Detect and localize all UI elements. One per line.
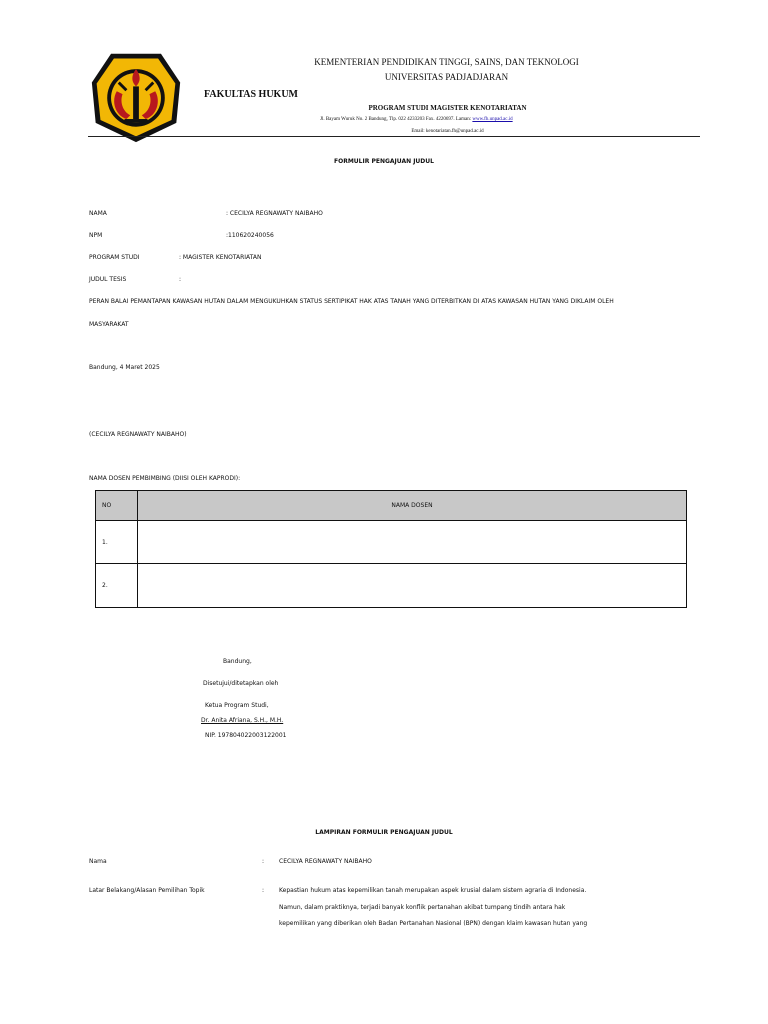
form-title: FORMULIR PENGAJUAN JUDUL (334, 158, 434, 165)
attachment-background-colon: : (262, 887, 265, 894)
program-name: PROGRAM STUDI MAGISTER KENOTARIATAN (368, 104, 527, 112)
field-value-nama: : CECILYA REGNAWATY NAIBAHO (226, 210, 323, 217)
table-header-no: NO (96, 491, 138, 521)
table-header-row (96, 491, 687, 521)
field-label-judul: JUDUL TESIS (89, 276, 127, 283)
ministry-name: KEMENTERIAN PENDIDIKAN TINGGI, SAINS, DAN TEKNOLOGI (314, 57, 579, 67)
address-text: Jl. Bayam Wuruk No. 2 Bandung, Tlp. 022 4233203 Fax. 4220697. Laman: (320, 117, 472, 122)
attachment-name-label: Nama (89, 858, 107, 865)
table-header-nama-dosen: NAMA DOSEN (138, 491, 687, 521)
field-label-nama: NAMA (89, 210, 107, 217)
table-row (96, 521, 687, 564)
field-value-judul: : (179, 276, 182, 283)
approval-nip: NIP. 197804022003122001 (205, 732, 287, 739)
attachment-background-line-1: Kepastian hukum atas kepemilikan tanah merupakan aspek krusial dalam sistem agraria di Indonesia. (279, 887, 587, 894)
faculty-name: FAKULTAS HUKUM (204, 89, 298, 100)
attachment-title: LAMPIRAN FORMULIR PENGAJUAN JUDUL (315, 829, 453, 836)
advisor-label: NAMA DOSEN PEMBIMBING (DIISI OLEH KAPRODI): (89, 475, 241, 482)
attachment-name-value: CECILYA REGNAWATY NAIBAHO (279, 858, 372, 865)
university-name: UNIVERSITAS PADJADJARAN (384, 72, 509, 82)
table-row (96, 564, 687, 608)
place-date: Bandung, 4 Maret 2025 (89, 364, 160, 371)
thesis-title-line-2: MASYARAKAT (89, 321, 129, 328)
attachment-background-label: Latar Belakang/Alasan Pemilihan Topik (89, 887, 205, 894)
field-value-program: : MAGISTER KENOTARIATAN (179, 254, 262, 261)
table-cell-nama-dosen[interactable] (138, 564, 687, 608)
email-line: Email: kenotariatan.fh@unpad.ac.id (411, 129, 484, 134)
table-cell-no: 1. (96, 521, 138, 564)
approval-city: Bandung, (223, 658, 252, 665)
field-value-npm: :110620240056 (226, 232, 274, 239)
address-line (320, 117, 513, 122)
field-label-npm: NPM (89, 232, 103, 239)
website-link[interactable]: www.fh.unpad.ac.id (472, 117, 513, 122)
field-label-program: PROGRAM STUDI (89, 254, 140, 261)
attachment-background-line-2: Namun, dalam praktiknya, terjadi banyak konflik pertanahan akibat tumpang tindih antara hak (279, 904, 566, 911)
approval-position: Ketua Program Studi, (205, 702, 269, 709)
header-divider (88, 136, 700, 137)
approval-head-name: Dr. Anita Afriana, S.H., M.H. (201, 717, 284, 724)
applicant-signature-name: (CECILYA REGNAWATY NAIBAHO) (89, 431, 187, 438)
attachment-name-colon: : (262, 858, 265, 865)
advisor-table (95, 490, 687, 608)
thesis-title-line-1: PERAN BALAI PEMANTAPAN KAWASAN HUTAN DALAM MENGUKUHKAN STATUS SERTIPIKAT HAK ATAS TANAH YANG DITERBITKAN DI ATAS KAWASAN HUTAN YANG DIKLAIM OLEH (89, 298, 614, 305)
approval-approved-by: Disetujui/ditetapkan oleh (203, 680, 279, 687)
table-cell-no: 2. (96, 564, 138, 608)
table-cell-nama-dosen[interactable] (138, 521, 687, 564)
attachment-background-line-3: kepemilikan yang diberikan oleh Badan Pertanahan Nasional (BPN) dengan klaim kawasan hutan yang (279, 920, 588, 927)
